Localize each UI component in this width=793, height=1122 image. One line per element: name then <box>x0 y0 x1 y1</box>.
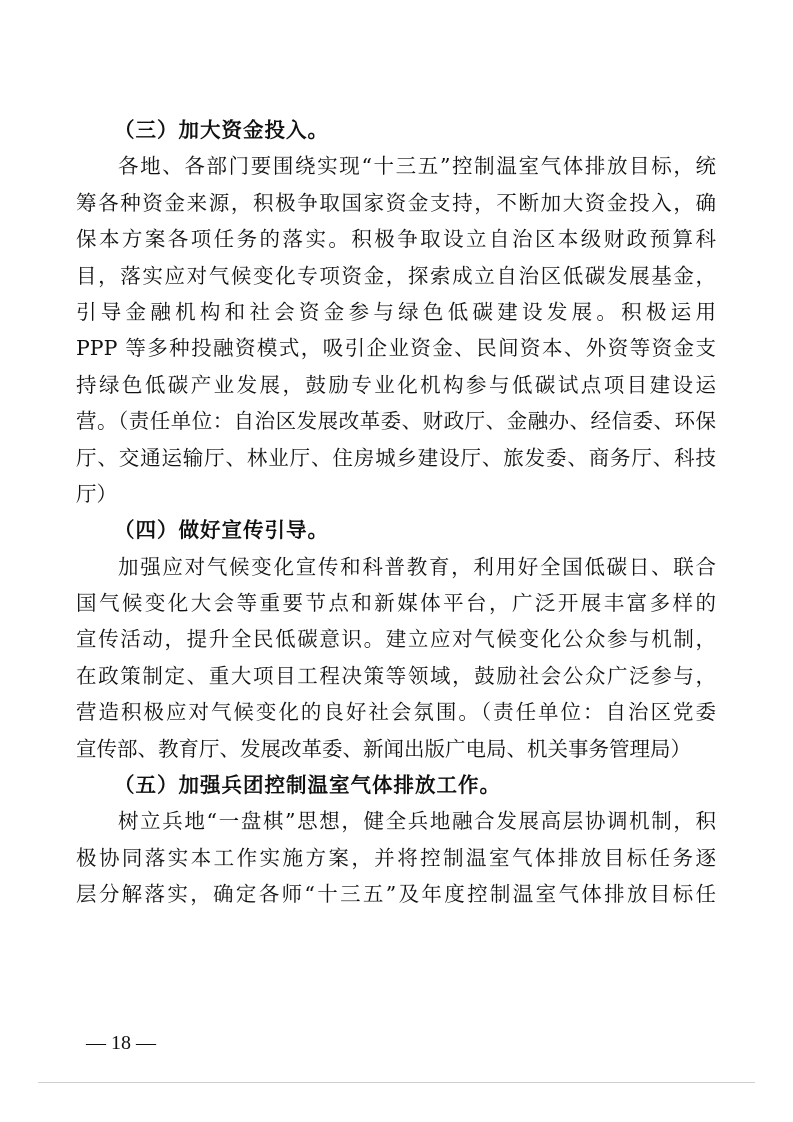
page-number: — 18 — <box>86 1032 156 1054</box>
paragraph-line: 目，落实应对气候变化专项资金，探索成立自治区低碳发展基金， <box>76 263 716 288</box>
footer-divider <box>38 1082 755 1083</box>
paragraph-line: 在政策制定、重大项目工程决策等领域，鼓励社会公众广泛参与， <box>76 663 716 688</box>
document-body <box>76 112 716 913</box>
paragraph-line: 国气候变化大会等重要节点和新媒体平台，广泛开展丰富多样的 <box>76 591 716 616</box>
paragraph-line: 厅） <box>76 481 117 506</box>
paragraph-line: 树立兵地“一盘棋”思想，健全兵地融合发展高层协调机制，积 <box>118 809 716 834</box>
paragraph-line: 极协同落实本工作实施方案，并将控制温室气体排放目标任务逐 <box>76 845 716 870</box>
paragraph-line: 营。（责任单位：自治区发展改革委、财政厅、金融办、经信委、环保 <box>76 409 716 434</box>
paragraph-line: 宣传活动，提升全民低碳意识。建立应对气候变化公众参与机制， <box>76 627 716 652</box>
paragraph-line: 宣传部、教育厅、发展改革委、新闻出版广电局、机关事务管理局） <box>76 736 691 761</box>
paragraph-line: 筹各种资金来源，积极争取国家资金支持，不断加大资金投入，确 <box>76 190 716 215</box>
paragraph-line: 持绿色低碳产业发展，鼓励专业化机构参与低碳试点项目建设运 <box>76 372 716 397</box>
paragraph-line: 层分解落实，确定各师“十三五”及年度控制温室气体排放目标任 <box>76 882 716 907</box>
section-heading: （三）加大资金投入。 <box>114 118 329 142</box>
paragraph-line: 厅、交通运输厅、林业厅、住房城乡建设厅、旅发委、商务厅、科技 <box>76 445 716 470</box>
paragraph-line: 营造积极应对气候变化的良好社会氛围。（责任单位：自治区党委 <box>76 700 716 725</box>
section-heading: （五）加强兵团控制温室气体排放工作。 <box>114 773 501 798</box>
paragraph-line: 保本方案各项任务的落实。积极争取设立自治区本级财政预算科 <box>76 227 716 252</box>
section-heading: （四）做好宣传引导。 <box>114 518 329 543</box>
paragraph-line: 各地、各部门要围绕实现“十三五”控制温室气体排放目标，统 <box>118 154 716 179</box>
paragraph-line: PPP 等多种投融资模式，吸引企业资金、民间资本、外资等资金支 <box>76 336 716 361</box>
paragraph-line: 引导金融机构和社会资金参与绿色低碳建设发展。积极运用 <box>76 299 716 324</box>
paragraph-line: 加强应对气候变化宣传和科普教育，利用好全国低碳日、联合 <box>118 554 716 579</box>
